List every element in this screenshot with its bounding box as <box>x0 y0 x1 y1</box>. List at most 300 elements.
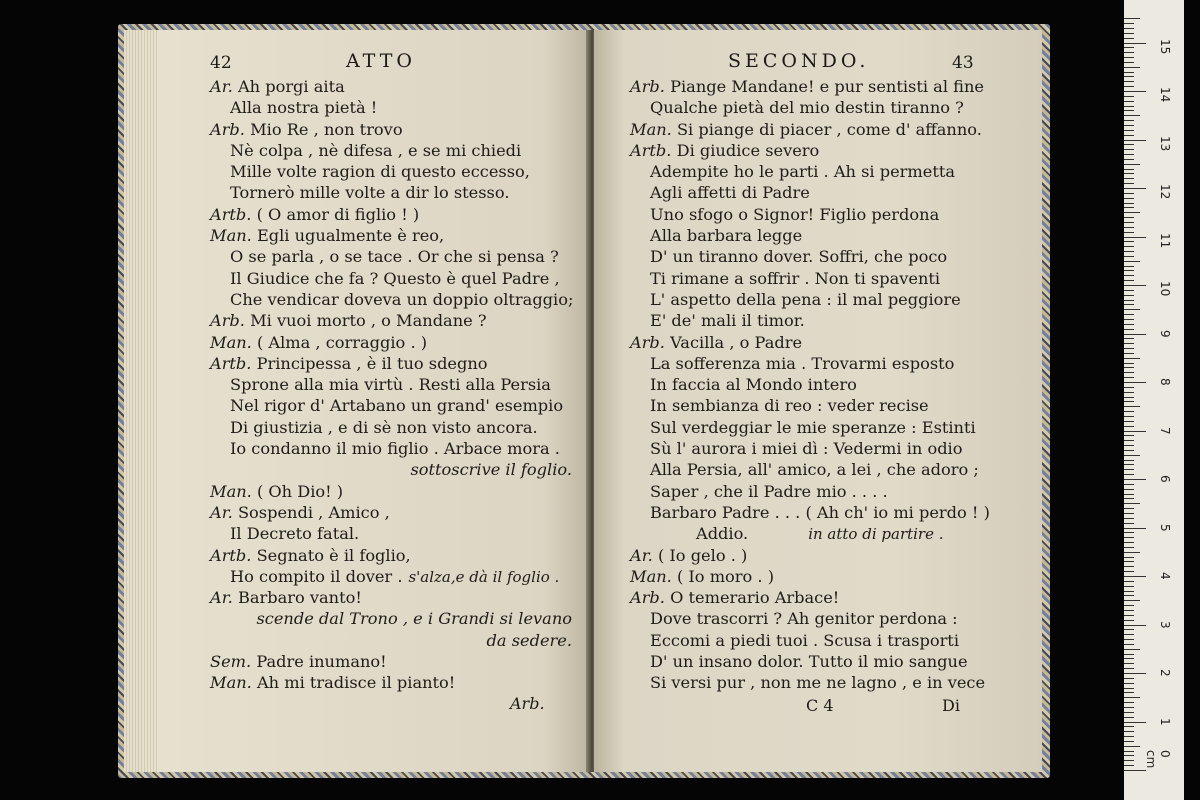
ruler-tick <box>1124 498 1134 499</box>
ruler-tick <box>1124 309 1140 310</box>
stage-direction: in atto di partire . <box>808 525 944 544</box>
left-page-header: ATTO <box>346 50 416 72</box>
speaker-name: Artb. <box>210 545 257 565</box>
ruler-tick <box>1124 508 1134 509</box>
ruler-tick <box>1124 634 1134 635</box>
ruler-tick <box>1124 755 1134 756</box>
right-page-text <box>630 76 1030 694</box>
verse-text: Adempite ho le parti . Ah si permetta <box>650 162 956 182</box>
verse-text: ( Oh Dio! ) <box>256 481 344 501</box>
ruler-number: 4 <box>1158 572 1172 580</box>
speaker-name: Arb. <box>630 588 671 608</box>
right-page-header: SECONDO. <box>728 50 870 72</box>
ruler-tick <box>1124 270 1134 271</box>
ruler-tick <box>1124 144 1134 145</box>
verse-text: ( Alma , corraggio . ) <box>256 332 428 352</box>
text-line <box>630 395 1030 416</box>
ruler-tick <box>1124 290 1134 291</box>
ruler-tick <box>1124 217 1134 218</box>
ruler-tick <box>1124 586 1134 587</box>
verse-text: Mi vuoi morto , o Mandane ? <box>250 311 487 331</box>
speaker-name: Ar. <box>210 588 238 608</box>
ruler-number: 6 <box>1158 475 1172 483</box>
ruler-tick <box>1124 232 1134 233</box>
ruler-tick <box>1124 154 1134 155</box>
speaker-name: Man. <box>210 332 257 352</box>
ruler-number: 11 <box>1158 232 1172 248</box>
ruler-tick <box>1124 474 1134 475</box>
verse-text: Dove trascorri ? Ah genitor perdona : <box>650 609 958 629</box>
text-line <box>630 481 1030 502</box>
text-line <box>630 204 1030 225</box>
ruler-tick <box>1124 484 1134 485</box>
ruler-tick <box>1124 334 1146 335</box>
verse-text: Ho compito il dover . <box>230 566 403 586</box>
ruler-tick <box>1124 435 1134 436</box>
text-line <box>210 502 580 523</box>
ruler-tick <box>1124 67 1140 68</box>
verse-text: Addio. <box>696 524 749 544</box>
text-line <box>630 268 1030 289</box>
ruler-tick <box>1124 697 1140 698</box>
ruler-tick <box>1124 106 1134 107</box>
text-line <box>210 587 580 608</box>
ruler-tick <box>1124 343 1134 344</box>
text-line <box>210 438 580 459</box>
text-line <box>210 161 580 182</box>
verse-text: Sospendi , Amico , <box>237 502 390 522</box>
speaker-name: Arb. <box>630 332 671 352</box>
text-line <box>630 523 1030 544</box>
ruler-tick <box>1124 207 1134 208</box>
ruler-tick <box>1124 629 1134 630</box>
ruler-tick <box>1124 668 1134 669</box>
text-line <box>630 225 1030 246</box>
verse-text: ( Io gelo . ) <box>657 545 748 565</box>
ruler-tick <box>1124 489 1134 490</box>
ruler-tick <box>1124 329 1134 330</box>
ruler-tick <box>1124 712 1134 713</box>
ruler-tick <box>1124 193 1134 194</box>
ruler-tick <box>1124 678 1134 679</box>
text-line <box>630 140 1030 161</box>
ruler-tick <box>1124 23 1134 24</box>
speaker-name: Man. <box>630 119 677 139</box>
right-catchword: Di <box>942 696 960 715</box>
ruler-tick <box>1124 683 1134 684</box>
verse-text: Segnato è il foglio, <box>256 545 411 565</box>
ruler-tick <box>1124 256 1134 257</box>
text-line <box>630 438 1030 459</box>
speaker-name: Artb. <box>630 140 677 160</box>
text-line <box>210 566 580 587</box>
ruler-tick <box>1124 663 1134 664</box>
verse-text: Eccomi a piedi tuoi . Scusa i trasporti <box>650 630 959 650</box>
verse-text: Sù l' aurora i miei dì : Vedermi in odio <box>650 439 963 459</box>
text-line <box>630 630 1030 651</box>
ruler-tick <box>1124 237 1146 238</box>
ruler-tick <box>1124 246 1134 247</box>
verse-text: Io condanno il mio figlio . Arbace mora . <box>230 439 560 459</box>
ruler-tick <box>1124 130 1134 131</box>
ruler-tick <box>1124 445 1134 446</box>
verse-text: Barbaro Padre . . . ( Ah ch' io mi perdo ! ) <box>650 502 990 522</box>
ruler-tick <box>1124 52 1134 53</box>
ruler-tick <box>1124 353 1134 354</box>
text-line <box>630 353 1030 374</box>
ruler-tick <box>1124 227 1134 228</box>
text-line <box>210 289 580 310</box>
ruler-tick <box>1124 620 1134 621</box>
verse-text: Uno sfogo o Signor! Figlio perdona <box>650 204 940 224</box>
ruler-tick <box>1124 566 1134 567</box>
verse-text: Ah mi tradisce il pianto! <box>256 673 456 693</box>
ruler-tick <box>1124 746 1140 747</box>
left-page <box>124 30 590 772</box>
verse-text: Sprone alla mia virtù . Resti alla Persia <box>230 375 551 395</box>
ruler-tick <box>1124 314 1134 315</box>
ruler-number: 7 <box>1158 426 1172 435</box>
ruler-tick <box>1124 164 1140 165</box>
ruler-tick <box>1124 503 1140 504</box>
ruler-tick <box>1124 479 1146 480</box>
ruler-tick <box>1124 426 1134 427</box>
speaker-name: Arb. <box>210 311 251 331</box>
ruler-tick <box>1124 140 1146 141</box>
ruler-tick <box>1124 518 1134 519</box>
verse-text: ( Io moro . ) <box>676 566 775 586</box>
ruler-number: 3 <box>1158 620 1172 629</box>
ruler-tick <box>1124 416 1134 417</box>
verse-text: Tornerò mille volte a dir lo stesso. <box>230 183 510 203</box>
ruler-tick <box>1124 455 1140 456</box>
ruler-tick <box>1124 338 1134 339</box>
ruler-tick <box>1124 280 1134 281</box>
ruler-tick <box>1124 324 1134 325</box>
text-line <box>210 225 580 246</box>
ruler-tick <box>1124 639 1134 640</box>
stage-direction: scende dal Trono , e i Grandi si levano <box>256 609 572 629</box>
verse-text: Alla barbara legge <box>650 226 803 246</box>
ruler-tick <box>1124 38 1134 39</box>
text-line <box>210 630 580 651</box>
verse-text: E' de' mali il timor. <box>650 311 805 331</box>
text-line <box>210 182 580 203</box>
ruler-tick <box>1124 387 1134 388</box>
ruler-tick <box>1124 770 1146 771</box>
text-line <box>630 246 1030 267</box>
ruler-tick <box>1124 241 1134 242</box>
verse-text: Si piange di piacer , come d' affanno. <box>676 119 982 139</box>
text-line <box>630 651 1030 672</box>
ruler-tick <box>1124 382 1146 383</box>
verse-text: L' aspetto della pena : il mal peggiore <box>650 289 961 309</box>
ruler-tick <box>1124 275 1134 276</box>
ruler-tick <box>1124 115 1140 116</box>
text-line <box>210 672 580 693</box>
ruler-tick <box>1124 726 1134 727</box>
open-book <box>124 30 1042 772</box>
text-line <box>630 502 1030 523</box>
ruler-tick <box>1124 401 1134 402</box>
ruler-tick <box>1124 377 1134 378</box>
ruler-tick <box>1124 595 1134 596</box>
speaker-name: Man. <box>210 226 257 246</box>
verse-text: Qualche pietà del mio destin tiranno ? <box>650 98 964 118</box>
ruler-tick <box>1124 372 1134 373</box>
ruler-tick <box>1124 295 1134 296</box>
text-line <box>630 119 1030 140</box>
verse-text: Di giudice severo <box>676 140 820 160</box>
text-line <box>210 140 580 161</box>
verse-text: In sembianza di reo : veder recise <box>650 396 929 416</box>
text-line <box>210 651 580 672</box>
text-line <box>630 672 1030 693</box>
ruler-tick <box>1124 33 1134 34</box>
ruler-tick <box>1124 440 1134 441</box>
text-line <box>210 481 580 502</box>
verse-text: Ah porgi aita <box>237 77 345 96</box>
text-line <box>630 97 1030 118</box>
ruler-tick <box>1124 28 1134 29</box>
ruler-tick <box>1124 469 1134 470</box>
ruler-tick <box>1124 610 1134 611</box>
ruler-tick <box>1124 450 1134 451</box>
ruler-tick <box>1124 304 1134 305</box>
ruler-tick <box>1124 261 1140 262</box>
text-line <box>210 523 580 544</box>
ruler-tick <box>1124 266 1134 267</box>
ruler-tick <box>1124 464 1134 465</box>
ruler-tick <box>1124 188 1146 189</box>
ruler-tick <box>1124 591 1134 592</box>
speaker-name: Ar. <box>210 502 238 522</box>
ruler-tick <box>1124 717 1134 718</box>
ruler-tick <box>1124 600 1140 601</box>
verse-text: Nè colpa , nè difesa , e se mi chiedi <box>230 140 522 160</box>
verse-text: Mio Re , non trovo <box>250 119 403 139</box>
text-line <box>630 289 1030 310</box>
ruler-tick <box>1124 72 1134 73</box>
ruler-tick <box>1124 411 1134 412</box>
ruler-tick <box>1124 47 1134 48</box>
stage-direction: sottoscrive il foglio. <box>410 460 572 480</box>
ruler-tick <box>1124 91 1146 92</box>
ruler-tick <box>1124 62 1134 63</box>
speaker-name: Ar. <box>630 545 658 565</box>
verse-text: Piange Mandane! e pur sentisti al fine <box>670 77 984 96</box>
ruler-label: 0 cm <box>1144 750 1172 769</box>
ruler-tick <box>1124 552 1140 553</box>
ruler-tick <box>1124 43 1146 44</box>
verse-text: Mille volte ragion di questo eccesso, <box>230 162 530 182</box>
ruler-tick <box>1124 658 1134 659</box>
verse-text: Alla Persia, all' amico, a lei , che adoro ; <box>650 460 979 480</box>
verse-text: D' un insano dolor. Tutto il mio sangue <box>650 652 968 672</box>
ruler-tick <box>1124 397 1134 398</box>
text-line <box>630 545 1030 566</box>
verse-text: Barbaro vanto! <box>237 588 362 608</box>
ruler-tick <box>1124 96 1134 97</box>
text-line <box>630 76 1030 97</box>
ruler-tick <box>1124 741 1134 742</box>
ruler-number: 13 <box>1158 135 1172 151</box>
ruler-tick <box>1124 581 1134 582</box>
ruler-tick <box>1124 421 1134 422</box>
ruler-tick <box>1124 460 1134 461</box>
ruler-tick <box>1124 736 1134 737</box>
ruler-tick <box>1124 542 1134 543</box>
ruler-tick <box>1124 392 1134 393</box>
ruler-tick <box>1124 18 1140 19</box>
ruler-tick <box>1124 513 1134 514</box>
ruler-tick <box>1124 183 1134 184</box>
verse-text: ( O amor di figlio ! ) <box>256 204 420 224</box>
text-line <box>210 417 580 438</box>
ruler-number: 15 <box>1158 38 1172 54</box>
verse-text: Nel rigor d' Artabano un grand' esempio <box>230 396 564 416</box>
speaker-name: Sem. <box>210 652 257 672</box>
text-line <box>210 76 580 97</box>
ruler-tick <box>1124 149 1134 150</box>
speaker-name: Man. <box>210 673 257 693</box>
ruler-tick <box>1124 159 1134 160</box>
stage-direction: s'alza,e dà il foglio . <box>408 567 560 586</box>
ruler-tick <box>1124 222 1134 223</box>
ruler-number: 9 <box>1158 329 1172 338</box>
left-page-text <box>210 76 580 694</box>
text-line <box>630 566 1030 587</box>
verse-text: Egli ugualmente è reo, <box>256 226 445 246</box>
ruler-tick <box>1124 605 1134 606</box>
ruler-tick <box>1124 523 1134 524</box>
ruler-tick <box>1124 707 1134 708</box>
ruler-tick <box>1124 203 1134 204</box>
ruler-tick <box>1124 537 1134 538</box>
ruler-tick <box>1124 198 1134 199</box>
speaker-name: Artb. <box>210 353 257 373</box>
text-line <box>210 268 580 289</box>
page-signature: C 4 <box>806 696 834 715</box>
ruler-tick <box>1124 358 1140 359</box>
text-line <box>630 587 1030 608</box>
verse-text: O temerario Arbace! <box>670 588 840 608</box>
ruler-tick <box>1124 615 1134 616</box>
text-line <box>210 374 580 395</box>
measurement-ruler <box>1124 0 1184 800</box>
speaker-name: Man. <box>630 566 677 586</box>
text-line <box>210 246 580 267</box>
verse-text: Il Decreto fatal. <box>230 524 360 544</box>
ruler-tick <box>1124 86 1134 87</box>
text-line <box>210 119 580 140</box>
text-line <box>630 161 1030 182</box>
ruler-tick <box>1124 212 1140 213</box>
ruler-tick <box>1124 722 1146 723</box>
text-line <box>210 332 580 353</box>
ruler-tick <box>1124 135 1134 136</box>
ruler-number: 10 <box>1158 281 1172 297</box>
speaker-name: Ar. <box>210 77 238 96</box>
ruler-tick <box>1124 57 1134 58</box>
ruler-tick <box>1124 649 1140 650</box>
ruler-tick <box>1124 251 1134 252</box>
verse-text: Saper , che il Padre mio . . . . <box>650 481 888 501</box>
ruler-tick <box>1124 178 1134 179</box>
ruler-number: 2 <box>1158 669 1172 677</box>
ruler-tick <box>1124 367 1134 368</box>
text-line <box>210 395 580 416</box>
ruler-tick <box>1124 169 1134 170</box>
verse-text: Vacilla , o Padre <box>670 332 803 352</box>
ruler-tick <box>1124 120 1134 121</box>
ruler-tick <box>1124 644 1134 645</box>
ruler-tick <box>1124 76 1134 77</box>
text-line <box>210 204 580 225</box>
text-line <box>630 332 1030 353</box>
ruler-tick <box>1124 406 1140 407</box>
speaker-name: Man. <box>210 481 257 501</box>
verse-text: Principessa , è il tuo sdegno <box>256 353 488 373</box>
text-line <box>630 608 1030 629</box>
ruler-number: 14 <box>1158 87 1172 103</box>
verse-text: In faccia al Mondo intero <box>650 375 857 395</box>
text-line <box>210 459 580 480</box>
verse-text: Padre inumano! <box>256 652 387 672</box>
ruler-tick <box>1124 494 1134 495</box>
ruler-tick <box>1124 363 1134 364</box>
ruler-tick <box>1124 571 1134 572</box>
ruler-tick <box>1124 285 1146 286</box>
ruler-number: 5 <box>1158 523 1172 532</box>
verse-text: D' un tiranno dover. Soffri, che poco <box>650 247 948 267</box>
ruler-tick <box>1124 702 1134 703</box>
ruler-tick <box>1124 692 1134 693</box>
page-edges <box>124 30 158 772</box>
speaker-name: Artb. <box>210 204 257 224</box>
right-page <box>594 30 1042 772</box>
ruler-tick <box>1124 688 1134 689</box>
ruler-tick <box>1124 431 1146 432</box>
ruler-tick <box>1124 81 1134 82</box>
ruler-tick <box>1124 751 1134 752</box>
verse-text: Che vendicar doveva un doppio oltraggio; <box>230 289 574 309</box>
text-line <box>210 545 580 566</box>
ruler-tick <box>1124 576 1146 577</box>
verse-text: La sofferenza mia . Trovarmi esposto <box>650 353 955 373</box>
ruler-number: 1 <box>1158 717 1172 726</box>
speaker-name: Arb. <box>630 77 671 96</box>
text-line <box>210 310 580 331</box>
ruler-tick <box>1124 348 1134 349</box>
verse-text: Di giustizia , e di sè non visto ancora. <box>230 417 538 437</box>
text-line <box>630 374 1030 395</box>
ruler-tick <box>1124 765 1134 766</box>
verse-text: Ti rimane a soffrir . Non ti spaventi <box>650 268 941 288</box>
ruler-tick <box>1124 319 1134 320</box>
verse-text: Si versi pur , non me ne lagno , e in vece <box>650 673 986 693</box>
verse-text: Il Giudice che fa ? Questo è quel Padre , <box>230 268 560 288</box>
speaker-name: Arb. <box>210 119 251 139</box>
ruler-tick <box>1124 532 1134 533</box>
text-line <box>630 417 1030 438</box>
verse-text: Alla nostra pietà ! <box>230 98 378 118</box>
ruler-tick <box>1124 110 1134 111</box>
stage-direction: da sedere. <box>486 630 572 650</box>
text-line <box>630 310 1030 331</box>
left-page-number: 42 <box>210 53 232 73</box>
ruler-tick <box>1124 557 1134 558</box>
